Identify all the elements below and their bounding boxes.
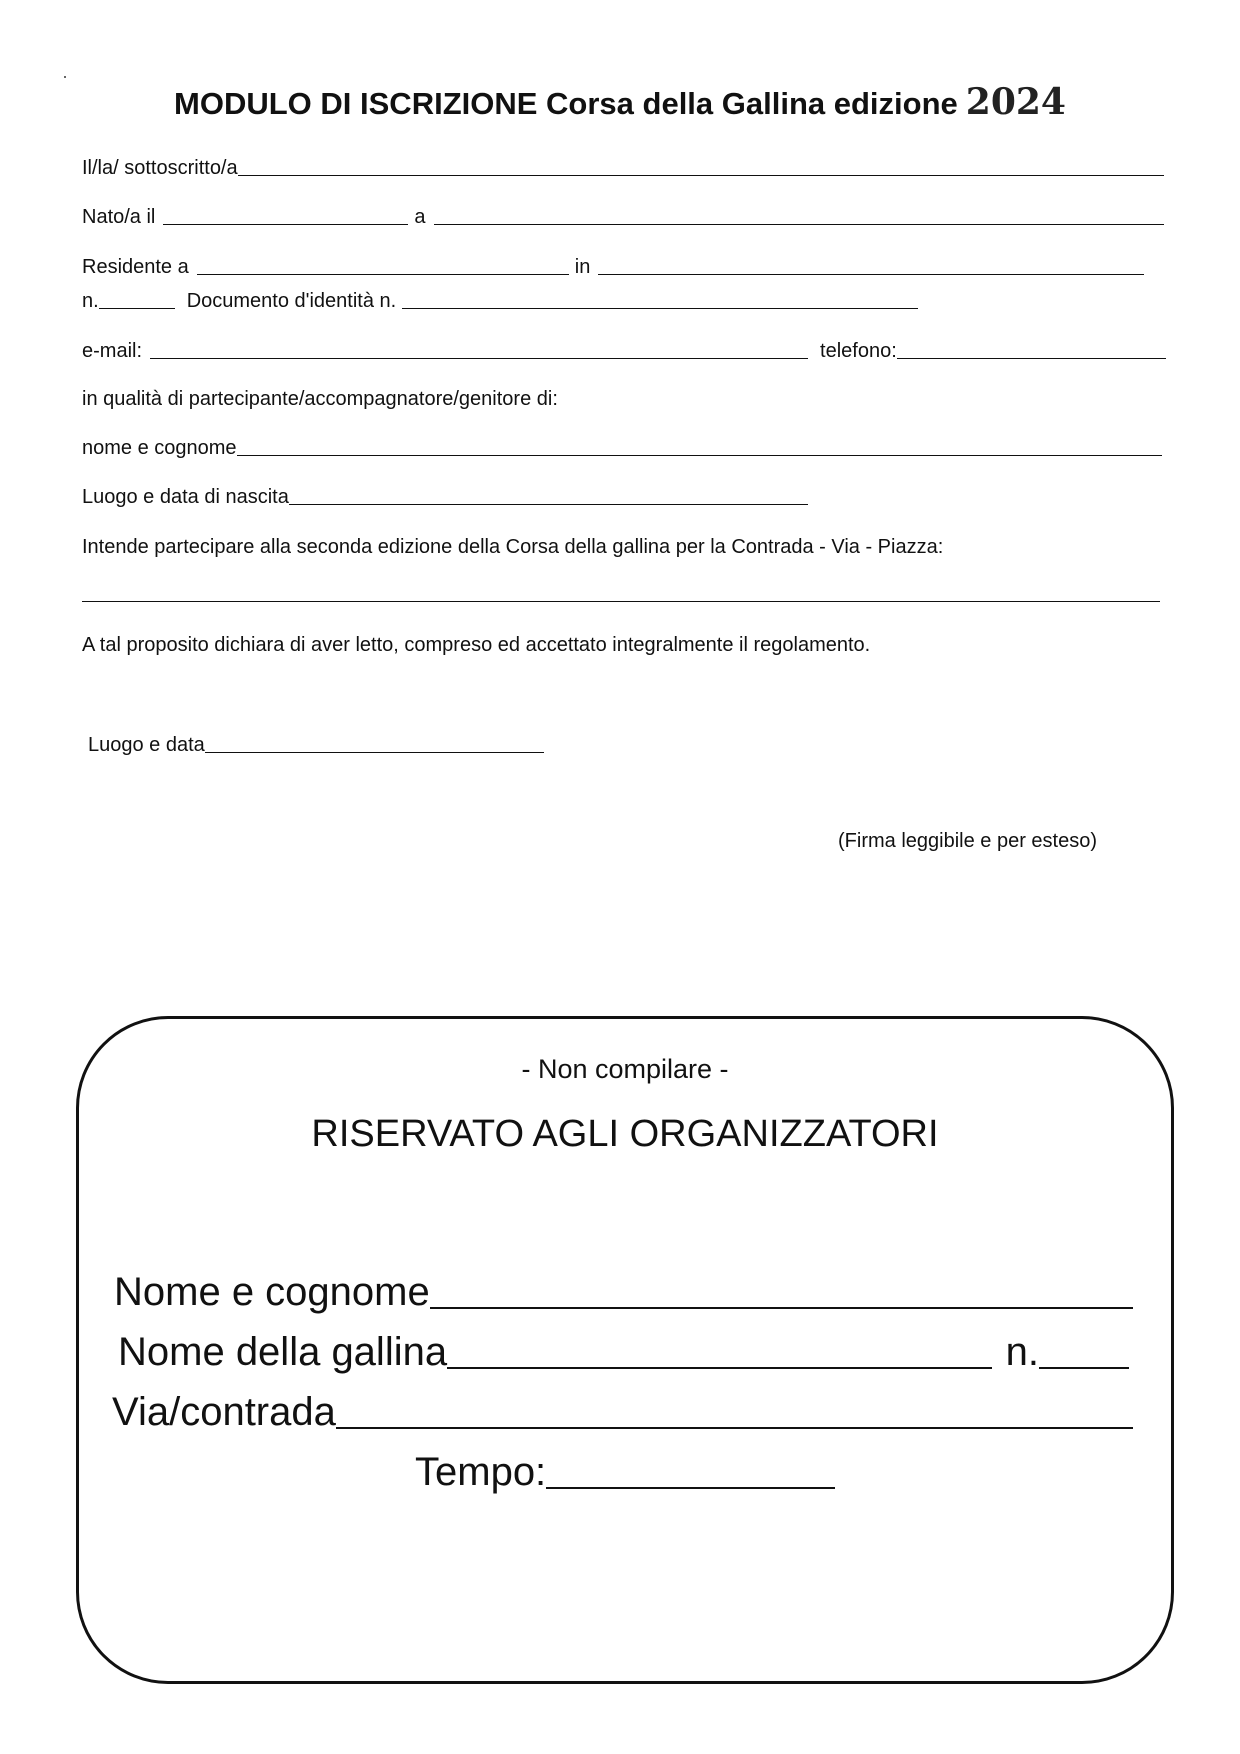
field-nome-cognome	[82, 430, 1162, 460]
org-tempo-line[interactable]	[546, 1487, 835, 1489]
org-numero-label: n.	[1005, 1330, 1039, 1374]
nato-il-line[interactable]	[163, 224, 408, 225]
telefono-line[interactable]	[897, 358, 1166, 359]
page-mark	[64, 76, 66, 78]
numero-civico-label: n.	[82, 290, 99, 312]
org-nome-cognome-label: Nome e cognome	[114, 1270, 430, 1314]
nome-cognome-line[interactable]	[237, 455, 1162, 456]
title-year: 2024	[965, 81, 1066, 123]
org-via-contrada-line[interactable]	[336, 1427, 1133, 1429]
field-luogo-data	[88, 727, 544, 757]
documento-label: Documento d'identità n.	[186, 290, 397, 312]
residente-in-label: in	[574, 256, 591, 278]
org-tempo-label: Tempo:	[415, 1450, 547, 1494]
qualita-text: in qualità di partecipante/accompagnatore/genitore di:	[82, 388, 558, 410]
residente-in-line[interactable]	[598, 274, 1144, 275]
org-field-via-contrada	[112, 1385, 1133, 1435]
field-residenza	[82, 249, 1144, 279]
form-title	[0, 82, 1240, 124]
sottoscritto-line[interactable]	[238, 175, 1164, 176]
org-nome-gallina-line[interactable]	[447, 1367, 992, 1369]
field-contrada	[82, 576, 1160, 606]
field-contatti	[82, 333, 1166, 363]
luogo-data-nascita-label: Luogo e data di nascita	[82, 486, 289, 508]
nato-il-label: Nato/a il	[82, 206, 156, 228]
org-nome-gallina-label: Nome della gallina	[118, 1330, 448, 1374]
email-label: e-mail:	[82, 340, 143, 362]
org-field-tempo	[415, 1445, 835, 1495]
sottoscritto-label: Il/la/ sottoscritto/a	[82, 157, 238, 179]
documento-line[interactable]	[402, 308, 918, 309]
organizers-heading: RISERVATO AGLI ORGANIZZATORI	[311, 1113, 939, 1155]
field-nascita	[82, 199, 1164, 229]
numero-civico-line[interactable]	[99, 308, 175, 309]
residente-a-line[interactable]	[197, 274, 569, 275]
org-numero-line[interactable]	[1039, 1367, 1129, 1369]
email-line[interactable]	[150, 358, 808, 359]
signature-note: (Firma leggibile e per esteso)	[838, 830, 1097, 852]
contrada-line[interactable]	[82, 601, 1160, 602]
nato-a-label: a	[414, 206, 426, 228]
declaration-text: A tal proposito dichiara di aver letto, compreso ed accettato integralmente il regolamento.	[82, 634, 871, 656]
intende-text: Intende partecipare alla seconda edizione della Corsa della gallina per la Contrada - Via - Piazza:	[82, 536, 944, 558]
org-field-nome-cognome	[114, 1265, 1133, 1315]
telefono-label: telefono:	[820, 340, 897, 362]
field-luogo-data-nascita	[82, 479, 808, 509]
nome-cognome-label: nome e cognome	[82, 437, 237, 459]
residente-a-label: Residente a	[82, 256, 189, 278]
org-field-gallina	[118, 1325, 1129, 1375]
org-nome-cognome-line[interactable]	[430, 1307, 1133, 1309]
title-text: MODULO DI ISCRIZIONE Corsa della Gallina edizione	[174, 86, 958, 121]
organizers-box	[76, 1016, 1174, 1684]
luogo-data-nascita-line[interactable]	[289, 504, 808, 505]
field-documento	[82, 283, 918, 313]
organizers-subtitle: - Non compilare -	[521, 1054, 729, 1084]
org-via-contrada-label: Via/contrada	[112, 1390, 336, 1434]
nato-a-line[interactable]	[434, 224, 1165, 225]
luogo-data-line[interactable]	[205, 752, 544, 753]
luogo-data-label: Luogo e data	[88, 734, 205, 756]
field-sottoscritto	[82, 150, 1164, 180]
